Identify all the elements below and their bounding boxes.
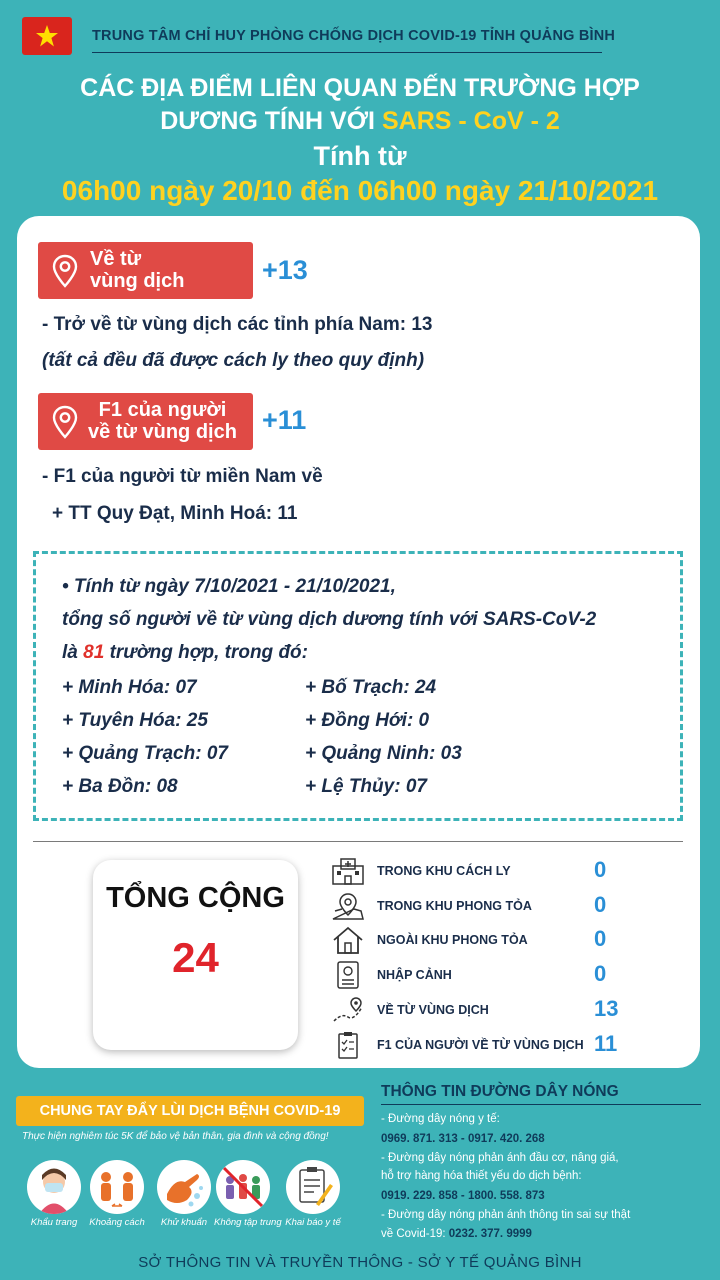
district-item: + Ba Đồn: 08 bbox=[62, 776, 178, 797]
location-pin-icon bbox=[52, 405, 78, 439]
district-item: + Bố Trạch: 24 bbox=[305, 677, 437, 698]
stat-value: 11 bbox=[594, 1031, 618, 1056]
badge-label-line1: F1 của người bbox=[98, 399, 227, 421]
stat-value: 0 bbox=[594, 857, 607, 882]
stat-label: NHẬP CẢNH bbox=[377, 968, 452, 982]
section1-line2: (tất cả đều đã được cách ly theo quy định) bbox=[42, 350, 425, 371]
vietnam-flag-icon bbox=[22, 17, 72, 55]
badge-label bbox=[88, 399, 237, 443]
location-pin-icon bbox=[52, 254, 78, 288]
stat-label: VỀ TỪ VÙNG DỊCH bbox=[377, 1003, 489, 1017]
5k-item-health-declaration bbox=[284, 1160, 342, 1228]
divider bbox=[92, 52, 602, 53]
district-item: + Quảng Trạch: 07 bbox=[62, 743, 228, 764]
title-prefix: DƯƠNG TÍNH VỚI bbox=[160, 107, 376, 135]
stat-row-from-epidemic-zone bbox=[330, 995, 640, 1025]
stat-row-immigration bbox=[330, 960, 640, 990]
badge-f1-contacts bbox=[38, 393, 253, 450]
divider bbox=[381, 1104, 701, 1105]
hospital-icon bbox=[330, 856, 366, 886]
map-route-icon bbox=[330, 995, 366, 1025]
5k-caption: Khử khuẩn bbox=[160, 1217, 208, 1228]
map-pin-icon bbox=[330, 891, 366, 921]
header bbox=[0, 0, 720, 215]
health-declaration-icon bbox=[286, 1160, 340, 1214]
5k-item-disinfect bbox=[155, 1160, 213, 1228]
house-icon bbox=[330, 925, 366, 955]
stat-row-f1-contacts bbox=[330, 1030, 640, 1060]
5k-item-mask bbox=[25, 1160, 83, 1228]
summary-total-number: 81 bbox=[83, 642, 105, 663]
district-item: + Minh Hóa: 07 bbox=[62, 677, 197, 698]
5k-caption: Khẩu trang bbox=[30, 1217, 78, 1228]
5k-item-no-gathering bbox=[214, 1160, 282, 1228]
count-from-epidemic-zone: +13 bbox=[262, 255, 308, 285]
badge-label-line2: vùng dịch bbox=[90, 270, 185, 292]
badge-label bbox=[90, 248, 184, 292]
section2-line1: - F1 của người từ miền Nam về bbox=[42, 466, 323, 487]
campaign-banner: CHUNG TAY ĐẨY LÙI DỊCH BỆNH COVID-19 bbox=[16, 1096, 364, 1126]
clipboard-icon bbox=[330, 1030, 366, 1060]
summary-line3-suffix: trường hợp, trong đó: bbox=[109, 642, 308, 663]
hotline-text: - Đường dây nóng y tế: bbox=[381, 1113, 500, 1125]
5k-caption: Khai báo y tế bbox=[285, 1217, 341, 1228]
page-title-line1: CÁC ĐỊA ĐIỂM LIÊN QUAN ĐẾN TRƯỜNG HỢP bbox=[80, 74, 640, 102]
passport-icon bbox=[330, 960, 366, 990]
stat-row-lockdown-inside bbox=[330, 891, 640, 921]
total-value: 24 bbox=[172, 934, 219, 981]
badge-label-line2: về từ vùng dịch bbox=[88, 421, 237, 443]
organization-name: TRUNG TÂM CHỈ HUY PHÒNG CHỐNG DỊCH COVID-19 TỈNH QUẢNG BÌNH bbox=[92, 28, 616, 44]
hotline-text-prefix: về Covid-19: bbox=[381, 1228, 446, 1240]
hotline-number: 0919. 229. 858 - 1800. 558. 873 bbox=[381, 1190, 545, 1202]
hotline-text: - Đường dây nóng phản ánh thông tin sai sự thật bbox=[381, 1209, 631, 1221]
summary-line2: tổng số người về từ vùng dịch dương tính với SARS-CoV-2 bbox=[62, 609, 597, 630]
section1-line1: - Trở về từ vùng dịch các tỉnh phía Nam: 13 bbox=[42, 314, 433, 335]
stat-value: 0 bbox=[594, 961, 607, 986]
district-item: + Lệ Thủy: 07 bbox=[305, 776, 427, 797]
campaign-slogan: Thực hiện nghiêm túc 5K để bảo vệ bản thân, gia đình và cộng đồng! bbox=[22, 1131, 329, 1142]
stat-value: 0 bbox=[594, 892, 607, 917]
badge-label-line1: Về từ bbox=[90, 248, 142, 270]
district-item: + Đồng Hới: 0 bbox=[305, 710, 430, 731]
footer: SỞ THÔNG TIN VÀ TRUYỀN THÔNG - SỞ Y TẾ QUẢNG BÌNH bbox=[138, 1254, 582, 1271]
hotline-text: - Đường dây nóng phản ánh đầu cơ, nâng giá, bbox=[381, 1152, 619, 1164]
summary-line3-prefix: là bbox=[62, 642, 78, 663]
hotline-title: THÔNG TIN ĐƯỜNG DÂY NÓNG bbox=[381, 1083, 619, 1100]
page-subtitle: Tính từ bbox=[313, 141, 407, 171]
stat-value: 0 bbox=[594, 926, 607, 951]
no-gathering-icon bbox=[216, 1160, 270, 1214]
title-virus-name: SARS - CoV - 2 bbox=[381, 107, 560, 135]
section2-line2: + TT Quy Đạt, Minh Hoá: 11 bbox=[52, 503, 298, 524]
hotline-text-last bbox=[381, 1228, 532, 1240]
count-f1-contacts: +11 bbox=[262, 405, 307, 435]
hand-wash-icon bbox=[157, 1160, 211, 1214]
total-label: TỔNG CỘNG bbox=[106, 882, 285, 914]
badge-from-epidemic-zone bbox=[38, 242, 253, 299]
total-box bbox=[93, 860, 298, 1050]
distancing-icon bbox=[90, 1160, 144, 1214]
summary-line1: • Tính từ ngày 7/10/2021 - 21/10/2021, bbox=[62, 576, 396, 597]
stat-label: F1 CỦA NGƯỜI VỀ TỪ VÙNG DỊCH bbox=[377, 1038, 584, 1052]
stat-row-quarantine bbox=[330, 856, 640, 886]
5k-item-distance bbox=[88, 1160, 146, 1228]
stat-label: TRONG KHU CÁCH LY bbox=[377, 864, 511, 878]
page-title-line2 bbox=[0, 107, 720, 136]
5k-caption: Khoảng cách bbox=[89, 1217, 145, 1228]
summary-line3 bbox=[62, 642, 308, 664]
district-item: + Tuyên Hóa: 25 bbox=[62, 710, 208, 731]
hotline-number: 0969. 871. 313 - 0917. 420. 268 bbox=[381, 1133, 545, 1145]
face-mask-icon bbox=[27, 1160, 81, 1214]
divider bbox=[33, 841, 683, 842]
date-range: 06h00 ngày 20/10 đến 06h00 ngày 21/10/2021 bbox=[61, 175, 659, 206]
5k-caption: Không tập trung bbox=[214, 1217, 282, 1228]
stat-label: NGOÀI KHU PHONG TỎA bbox=[377, 933, 528, 947]
stat-row-lockdown-outside bbox=[330, 925, 640, 955]
stat-value: 13 bbox=[594, 996, 619, 1021]
district-item: + Quảng Ninh: 03 bbox=[305, 743, 462, 764]
hotline-number: 0232. 377. 9999 bbox=[448, 1228, 532, 1240]
hotline-text: hỗ trợ hàng hóa thiết yếu do dịch bệnh: bbox=[381, 1170, 582, 1182]
stat-label: TRONG KHU PHONG TỎA bbox=[377, 899, 532, 913]
